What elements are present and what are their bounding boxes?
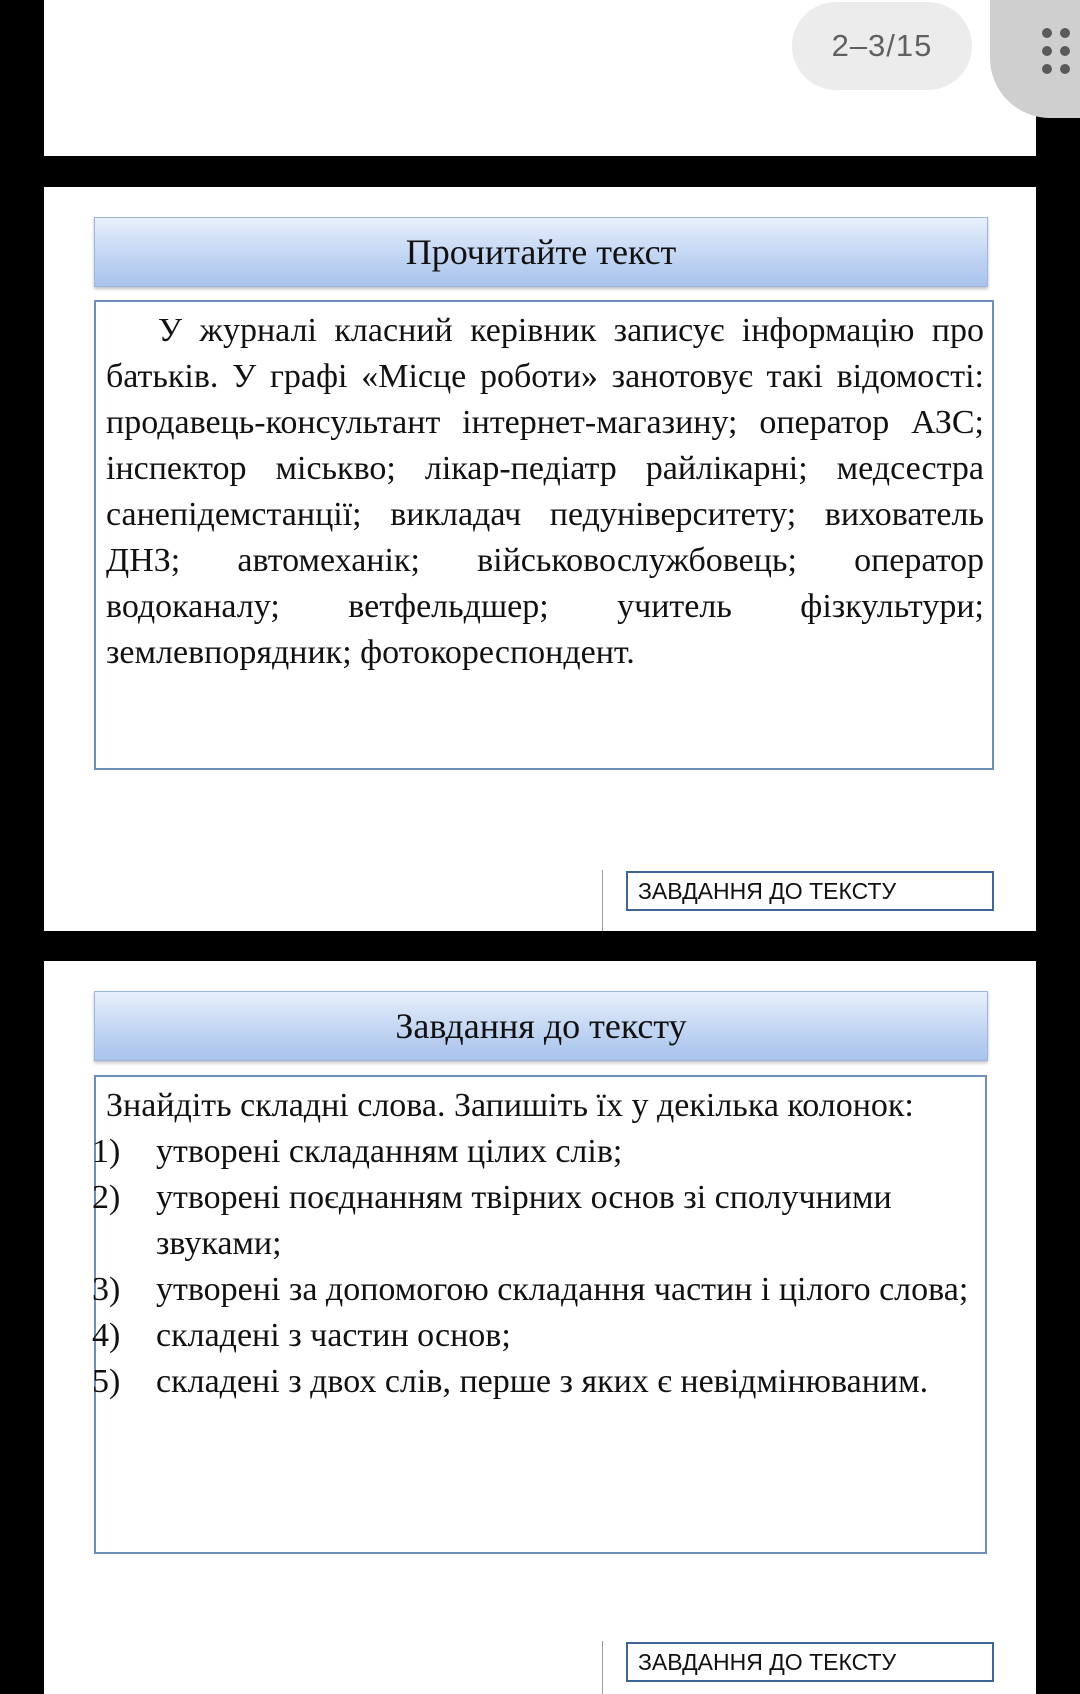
page-indicator: 2–3/15 [792,2,972,90]
grid-dots-icon[interactable] [1042,28,1076,74]
slide-task [44,961,1036,1694]
item-number: 3) [92,1271,121,1308]
item-number: 2) [92,1179,121,1216]
item-text: утворені складанням цілих слів; [156,1133,623,1170]
item-number: 5) [92,1363,121,1400]
task-item [92,1129,975,1175]
slide-title: Прочитайте текст [94,217,988,287]
task-link-button[interactable]: ЗАВДАННЯ ДО ТЕКСТУ [626,871,994,911]
task-box [94,1075,987,1554]
item-text: утворені поєднанням твірних основ зі сполучними звуками; [156,1179,892,1262]
item-text: утворені за допомогою складання частин і цілого слова; [156,1271,969,1308]
divider-line [602,870,603,931]
passage-box [94,300,994,770]
task-item [92,1313,975,1359]
task-list [92,1129,975,1405]
passage-text: У журналі класний керівник записує інформацію про батьків. У графі «Місце роботи» занотовує такі відомості: продавець-консультант інтернет-магазину; оператор АЗС; інспектор міськво; лікар-педіатр райлікарні; медсестра санепідемстанції; викладач педуніверситету; вихователь ДНЗ; автомеханік; військовослужбовець; оператор водоканалу; ветфельдшер; учитель фізкультури; землевпорядник; фотокореспондент. [106,312,984,671]
item-text: складені з двох слів, перше з яких є невідмінюваним. [156,1363,929,1400]
slide-read-text [44,187,1036,931]
task-item [92,1175,975,1267]
slide-title: Завдання до тексту [94,991,988,1061]
item-number: 4) [92,1317,121,1354]
divider-line [602,1641,603,1694]
item-number: 1) [92,1133,121,1170]
task-link-button[interactable]: ЗАВДАННЯ ДО ТЕКСТУ [626,1642,994,1682]
task-item [92,1267,975,1313]
item-text: складені з частин основ; [156,1317,511,1354]
task-item [92,1359,975,1405]
task-intro: Знайдіть складні слова. Запишіть їх у декілька колонок: [106,1087,914,1124]
